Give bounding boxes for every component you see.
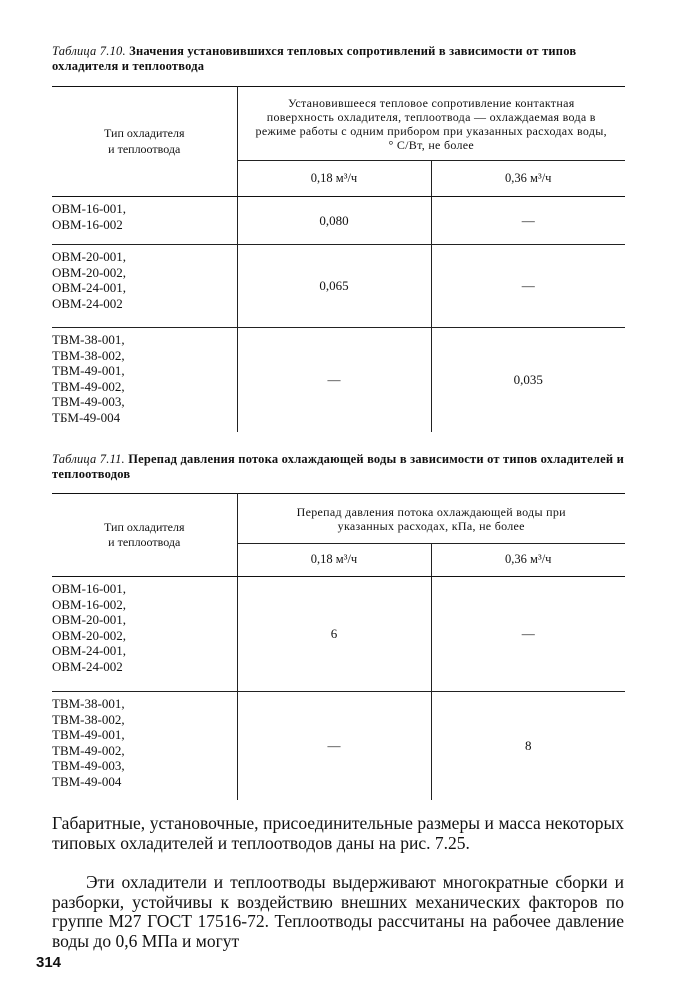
model-name: ТВМ-49-002, bbox=[52, 742, 125, 758]
table-7-11 bbox=[52, 493, 625, 800]
type-column-header-text: Тип охладителя и теплоотвода bbox=[104, 126, 185, 156]
paragraph-durability: Эти охладители и теплоотводы выдерживают многократные сборки и разборки, устойчивы к воздействию внешних механических факторов по группе М27 ГОСТ 17516-72. Теплоотводы рассчитаны на рабочее давление воды до 0,6 МПа и могут bbox=[52, 872, 624, 951]
model-name: ТВМ-49-002, bbox=[52, 378, 125, 394]
flow-0-18-header: 0,18 м³/ч bbox=[237, 544, 431, 577]
model-name: ОВМ-16-002, bbox=[52, 596, 127, 612]
model-name: ОВМ-24-002 bbox=[52, 295, 123, 311]
pressure-drop-group-header-text: Перепад давления потока охлаждающей воды при указанных расходах, кПа, не более bbox=[296, 504, 566, 533]
type-column-header-text: Тип охладителя и теплоотвода bbox=[104, 519, 185, 549]
model-name: ОВМ-16-001, bbox=[52, 581, 127, 596]
model-list-cell bbox=[52, 577, 237, 692]
value-flow-0-36: — bbox=[431, 245, 625, 328]
value-flow-0-18: 6 bbox=[237, 577, 431, 692]
table-row bbox=[52, 245, 625, 328]
model-name: ТБМ-49-004 bbox=[52, 409, 121, 425]
table-row bbox=[52, 577, 625, 692]
model-list-cell bbox=[52, 328, 237, 432]
thermal-resistance-group-header bbox=[237, 87, 625, 161]
model-name: ТВМ-49-003, bbox=[52, 394, 125, 409]
table-7-10 bbox=[52, 86, 625, 432]
model-list-cell bbox=[52, 245, 237, 328]
model-name: ТВМ-49-001, bbox=[52, 727, 125, 742]
flow-0-36-header: 0,36 м³/ч bbox=[431, 544, 625, 577]
flow-0-18-header: 0,18 м³/ч bbox=[237, 161, 431, 197]
model-name: ОВМ-16-001, bbox=[52, 201, 127, 216]
type-column-header bbox=[52, 87, 237, 197]
model-list-cell bbox=[52, 197, 237, 245]
value-flow-0-36: — bbox=[431, 577, 625, 692]
table-row bbox=[52, 692, 625, 800]
flow-0-36-header: 0,36 м³/ч bbox=[431, 161, 625, 197]
table-7-11-title: Перепад давления потока охлаждающей воды в зависимости от типов охладителей и теплоотводов bbox=[52, 452, 624, 481]
table-7-10-caption bbox=[52, 44, 627, 74]
model-name: ТВМ-38-002, bbox=[52, 711, 125, 727]
table-7-10-label: Таблица 7.10. bbox=[52, 44, 126, 58]
model-list-cell bbox=[52, 692, 237, 800]
model-name: ОВМ-24-001, bbox=[52, 643, 127, 658]
model-name: ТВМ-38-001, bbox=[52, 696, 125, 711]
model-name: ОВМ-20-002, bbox=[52, 264, 127, 280]
value-flow-0-18: — bbox=[237, 328, 431, 432]
value-flow-0-36: — bbox=[431, 197, 625, 245]
model-name: ТВМ-49-003, bbox=[52, 758, 125, 773]
pressure-drop-group-header bbox=[237, 494, 625, 544]
value-flow-0-18: 0,080 bbox=[237, 197, 431, 245]
table-7-11-label: Таблица 7.11. bbox=[52, 452, 125, 466]
table-row bbox=[52, 197, 625, 245]
model-name: ОВМ-20-001, bbox=[52, 249, 127, 264]
page-number: 314 bbox=[36, 954, 62, 971]
model-name: ОВМ-20-002, bbox=[52, 627, 127, 643]
model-name: ОВМ-16-002 bbox=[52, 216, 123, 232]
model-name: ТВМ-49-001, bbox=[52, 363, 125, 378]
model-name: ОВМ-20-001, bbox=[52, 612, 127, 627]
model-name: ТВМ-49-004 bbox=[52, 773, 122, 789]
value-flow-0-18: — bbox=[237, 692, 431, 800]
model-name: ТВМ-38-001, bbox=[52, 332, 125, 347]
paragraph-dimensions: Габаритные, установочные, присоединительные размеры и масса некоторых типовых охладителей и теплоотводов даны на рис. 7.25. bbox=[52, 813, 624, 853]
type-column-header bbox=[52, 494, 237, 577]
table-row bbox=[52, 328, 625, 432]
value-flow-0-36: 8 bbox=[525, 738, 532, 753]
model-name: ТВМ-38-002, bbox=[52, 347, 125, 363]
value-flow-0-18: 0,065 bbox=[237, 245, 431, 328]
model-name: ОВМ-24-001, bbox=[52, 280, 127, 295]
value-flow-0-36: 0,035 bbox=[513, 372, 543, 387]
model-name: ОВМ-24-002 bbox=[52, 658, 123, 674]
thermal-resistance-group-header-text: Установившееся тепловое сопротивление контактная поверхность охладителя, теплоотвода — охлаждаемая вода в режиме работы с одним прибором при указанных расходах воды, ° С/Вт, не более bbox=[255, 95, 607, 152]
table-7-10-title: Значения установившихся тепловых сопротивлений в зависимости от типов охладителя и теплоотвода bbox=[52, 44, 577, 73]
table-7-11-caption bbox=[52, 452, 627, 482]
